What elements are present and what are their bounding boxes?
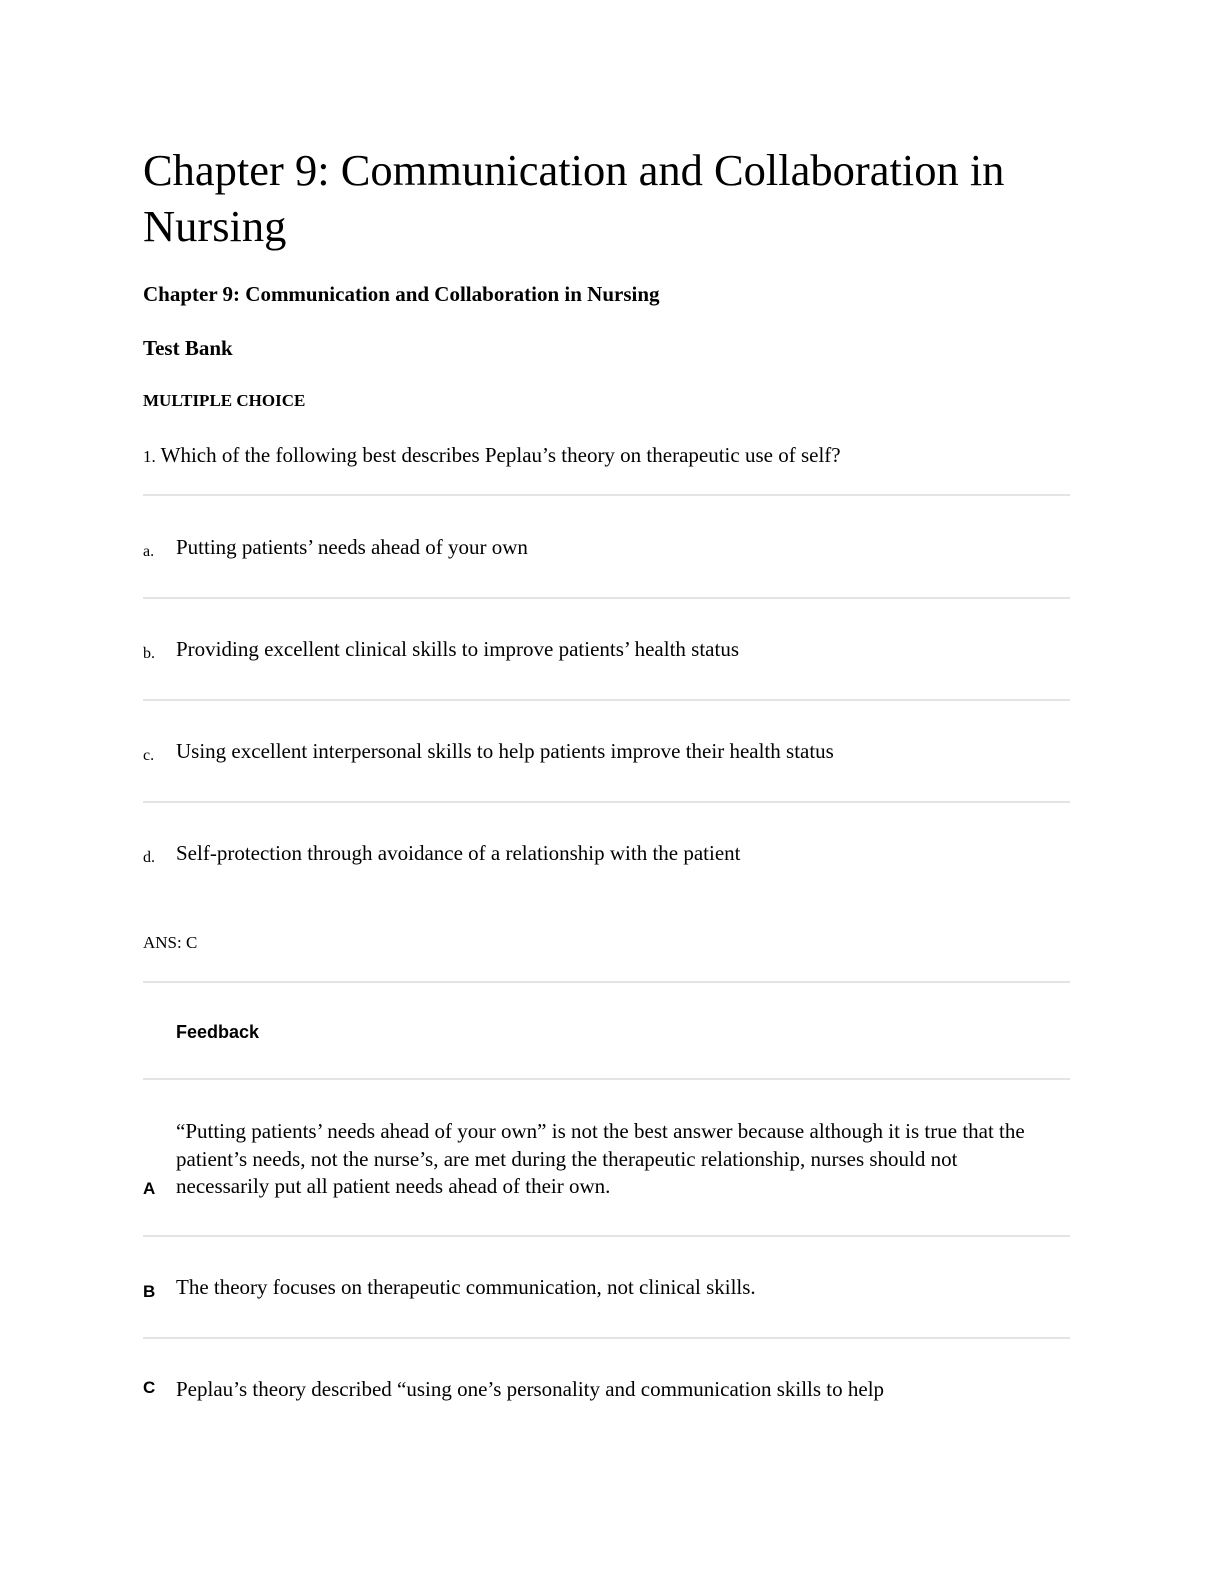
option-text: Putting patients’ needs ahead of your own (176, 535, 528, 559)
option-text: Using excellent interpersonal skills to help patients improve their health status (176, 739, 834, 763)
question-type-heading: MULTIPLE CHOICE (143, 391, 306, 410)
divider (143, 699, 1070, 701)
option-letter: a. (143, 543, 155, 560)
section-heading: Test Bank (143, 336, 233, 360)
option-text: Providing excellent clinical skills to improve patients’ health status (176, 637, 739, 661)
feedback-letter: B (143, 1282, 156, 1301)
option-letter: c. (143, 747, 155, 764)
feedback-text: “Putting patients’ needs ahead of your own” is not the best answer because although it is true that the patient’s needs, not the nurse’s, are met during the therapeutic relationship, nurses should not necessarily put all patient needs ahead of their own. (176, 1119, 1025, 1198)
question-1 (143, 441, 841, 471)
document-title: Chapter 9: Communication and Collaboration in Nursing (143, 145, 1005, 251)
divider (143, 981, 1070, 983)
feedback-letter: A (143, 1179, 156, 1198)
option-letter: d. (143, 849, 155, 866)
divider (143, 1078, 1070, 1080)
divider (143, 801, 1070, 803)
question-text: Which of the following best describes Peplau’s theory on therapeutic use of self? (160, 443, 841, 467)
answer-key: ANS: C (143, 933, 198, 952)
option-letter: b. (143, 645, 155, 662)
divider (143, 1337, 1070, 1339)
feedback-text: Peplau’s theory described “using one’s personality and communication skills to help (176, 1377, 885, 1401)
chapter-subtitle: Chapter 9: Communication and Collaboration in Nursing (143, 282, 660, 306)
divider (143, 1235, 1070, 1237)
feedback-text: The theory focuses on therapeutic communication, not clinical skills. (176, 1275, 756, 1299)
question-number: 1. (143, 447, 156, 466)
divider (143, 494, 1070, 496)
feedback-letter: C (143, 1378, 156, 1397)
option-text: Self-protection through avoidance of a relationship with the patient (176, 841, 741, 865)
feedback-heading: Feedback (176, 1022, 260, 1042)
divider (143, 597, 1070, 599)
